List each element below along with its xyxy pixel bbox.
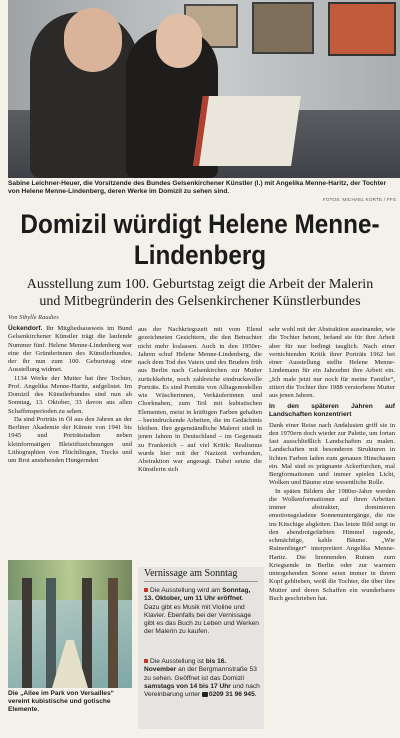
- photo-credit: FOTOS: MICHAEL KORTE / FFS: [322, 197, 396, 202]
- subheadline: Ausstellung zum 100. Geburtstag zeigt die Arbeit der Malerin und Mitbegründerin des Gelsenkirchener Künstlerbundes: [26, 277, 374, 309]
- bullet-icon: [144, 659, 148, 663]
- bullet-icon: [144, 588, 148, 592]
- article-photo: [8, 0, 400, 178]
- paragraph: sehr wohl mit der Abstraktion auseinander, wie die Tochter betont, befand sie für ihre Arbeit aber für nur bedingt tauglich. Nach einer vernichtenden Kritik ihrer Porträts 1962 bei einer Ausstellung stellte Helene Menne-Lindemann für ein Jahrzehnt ihre Arbeit ein. „Ich male jetzt nur noch für meine Familie“, zitiert die Tochter ihre 1988 verstorbene Mutter aus jenen Jahren.: [269, 326, 395, 399]
- byline: Von Sibylle Raudies: [8, 314, 59, 321]
- dateline: Ückendorf.: [8, 325, 43, 332]
- painting-caption: Die „Allee im Park von Versailles“ vereint kubistische und gotische Elemente.: [8, 690, 114, 714]
- paragraph: aus der Nachkriegszeit mit vom Elend gezeichneten Gesichtern, die den Betrachter nicht mehr loslassen. Auch in den 1950er-Jahren schuf Helene Menne-Lindenberg, die nach dem Tod des Vaters und des Bruders früh aus Berlin nach Gelsenkirchen zur Mutter zurückkehrte, noch zahlreiche eindrucksvolle Porträts. Es sind Porträts von Alltagsmodellen wie Wäscherinnen, Verkäuferinnen und Chorknaben, zum Teil mit kubistischen Elementen, meist in kräftigen Farben gehalten – beeindruckende Arbeiten, die im Gedächtnis bleiben. Ihre gegenständliche Malerei stieß in jenen Jahren in Deutschland – im Gegensatz zu Frankreich – auf viel Kritik: Realismus wurde hier mit der Nazizeit verbunden, Abstraktion war angesagt. Dabei setzte die Künstlerin sich: [138, 326, 262, 474]
- info-entry: Die Ausstellung wird am Sonntag, 13. Oktober, um 11 Uhr eröffnet. Dazu gibt es Musik mit Violine und Klavier. Ebenfalls bei der Vernissage gibt es das Buch zu Leben und Werken der Malerin zu kaufen.: [144, 587, 259, 636]
- wall-painting: [252, 2, 314, 54]
- info-box-title: Vernissage am Sonntag: [144, 568, 238, 579]
- phone-icon: [202, 692, 208, 697]
- article-column-2: [138, 326, 262, 475]
- info-box: [138, 567, 264, 729]
- divider: [144, 581, 258, 582]
- paragraph: In späten Bildern der 1980er-Jahre werden die Wolkenformationen auf ihren Arbeiten immer abstrakter, dominieren emotionsgeladene Sonnenuntergänge, die nie ins Kitschige abgleiten. Das letzte Bild zeigt in den abendrotgefärbten Himmel ragende, schmächtige, kahle Bäume. „Wie Ruinenfinger“ interpretiert Angelika Menne-Haritz. Die brennenden Ruinen zum Kriegsende in Berlin oder zur warmen untergehenden Sonne seien immer in ihrem Kopf geblieben, weiß die Tochter, die über ihre Mutter und deren Schaffen ein wunderbares Buch geschrieben hat.: [269, 487, 395, 602]
- paragraph: 1134 Werke der Mutter hat ihre Tochter, Prof. Angelika Menne-Haritz, aufgelistet. Im Domizil des Künstlerbundes sind nun ab Sonntag, 13. Oktober, 33 davon aus allen Schaffensperioden zu sehen.: [8, 374, 132, 415]
- article-column-3: [269, 326, 395, 603]
- painting-photo: [8, 560, 132, 688]
- wall-painting: [328, 2, 396, 56]
- paragraph: Da sind Porträts in Öl aus den Jahren an der Berliner Akademie der Künste von 1941 bis 1945 und Porträtstudien neben kleinformatigen Bleistiftzeichnungen und Lithographien von Flüchtlingen, Trecks und um Brot anstehenden Hungernden: [8, 415, 132, 464]
- paragraph: Dank einer Reise nach Andalusien griff sie in den 1970ern doch wieder zur Palette, um fortan fast ausschließlich Landschaften zu malen. Landschaften mit besonderen Strukturen in lichten Farben laden zum genauen Hinschauen ein. Mal sind es prägnante Ackerfurchen, mal Bergformationen und immer spielen Licht, Wolken und Bäume eine wesentliche Rolle.: [269, 421, 395, 487]
- section-subheading: In den späteren Jahren auf Landschaften konzentriert: [269, 403, 395, 419]
- article-column-1: Ückendorf. Ihr Mitgliedsausweis im Bund Gelsenkirchener Künstler trägt die laufende Nummer fünf. Helene Menne-Lindenberg war eine der Gründerinnen des Künstlerbundes, der ihr nun zum 100. Geburtstag eine Ausstellung widmet. 1134 Werke der Mutter hat ihre Tochter, Prof. Angelika Menne-Haritz, aufgelistet. Im Domizil des Künstlerbundes sind nun ab Sonntag, 13. Oktober, 33 davon aus allen Schaffensperioden zu sehen. Da sind Porträts in Öl aus den Jahren an der Berliner Akademie der Künste von 1941 bis 1945 und Porträtstudien neben kleinformatigen Bleistiftzeichnungen und Lithographien von Flüchtlingen, Trecks und um Brot anstehenden Hungernden: [8, 325, 132, 464]
- headline: Domizil würdigt Helene Menne-Lindenberg: [20, 209, 380, 270]
- info-entry: Die Ausstellung ist bis 16. November an der Bergmannstraße 53 zu sehen. Geöffnet ist das Domizil samstags von 14 bis 17 Uhr und nach Vereinbarung unter 0209 31 96 945.: [144, 658, 260, 699]
- photo-caption: Sabine Leichner-Heuer, die Vorsitzende des Bundes Gelsenkirchener Künstler (l.) mit Angelika Menne-Haritz, der Tochter von Helene Menne-Lindenberg, deren Werke im Domizil zu sehen sind.: [8, 180, 387, 196]
- book: [193, 96, 301, 166]
